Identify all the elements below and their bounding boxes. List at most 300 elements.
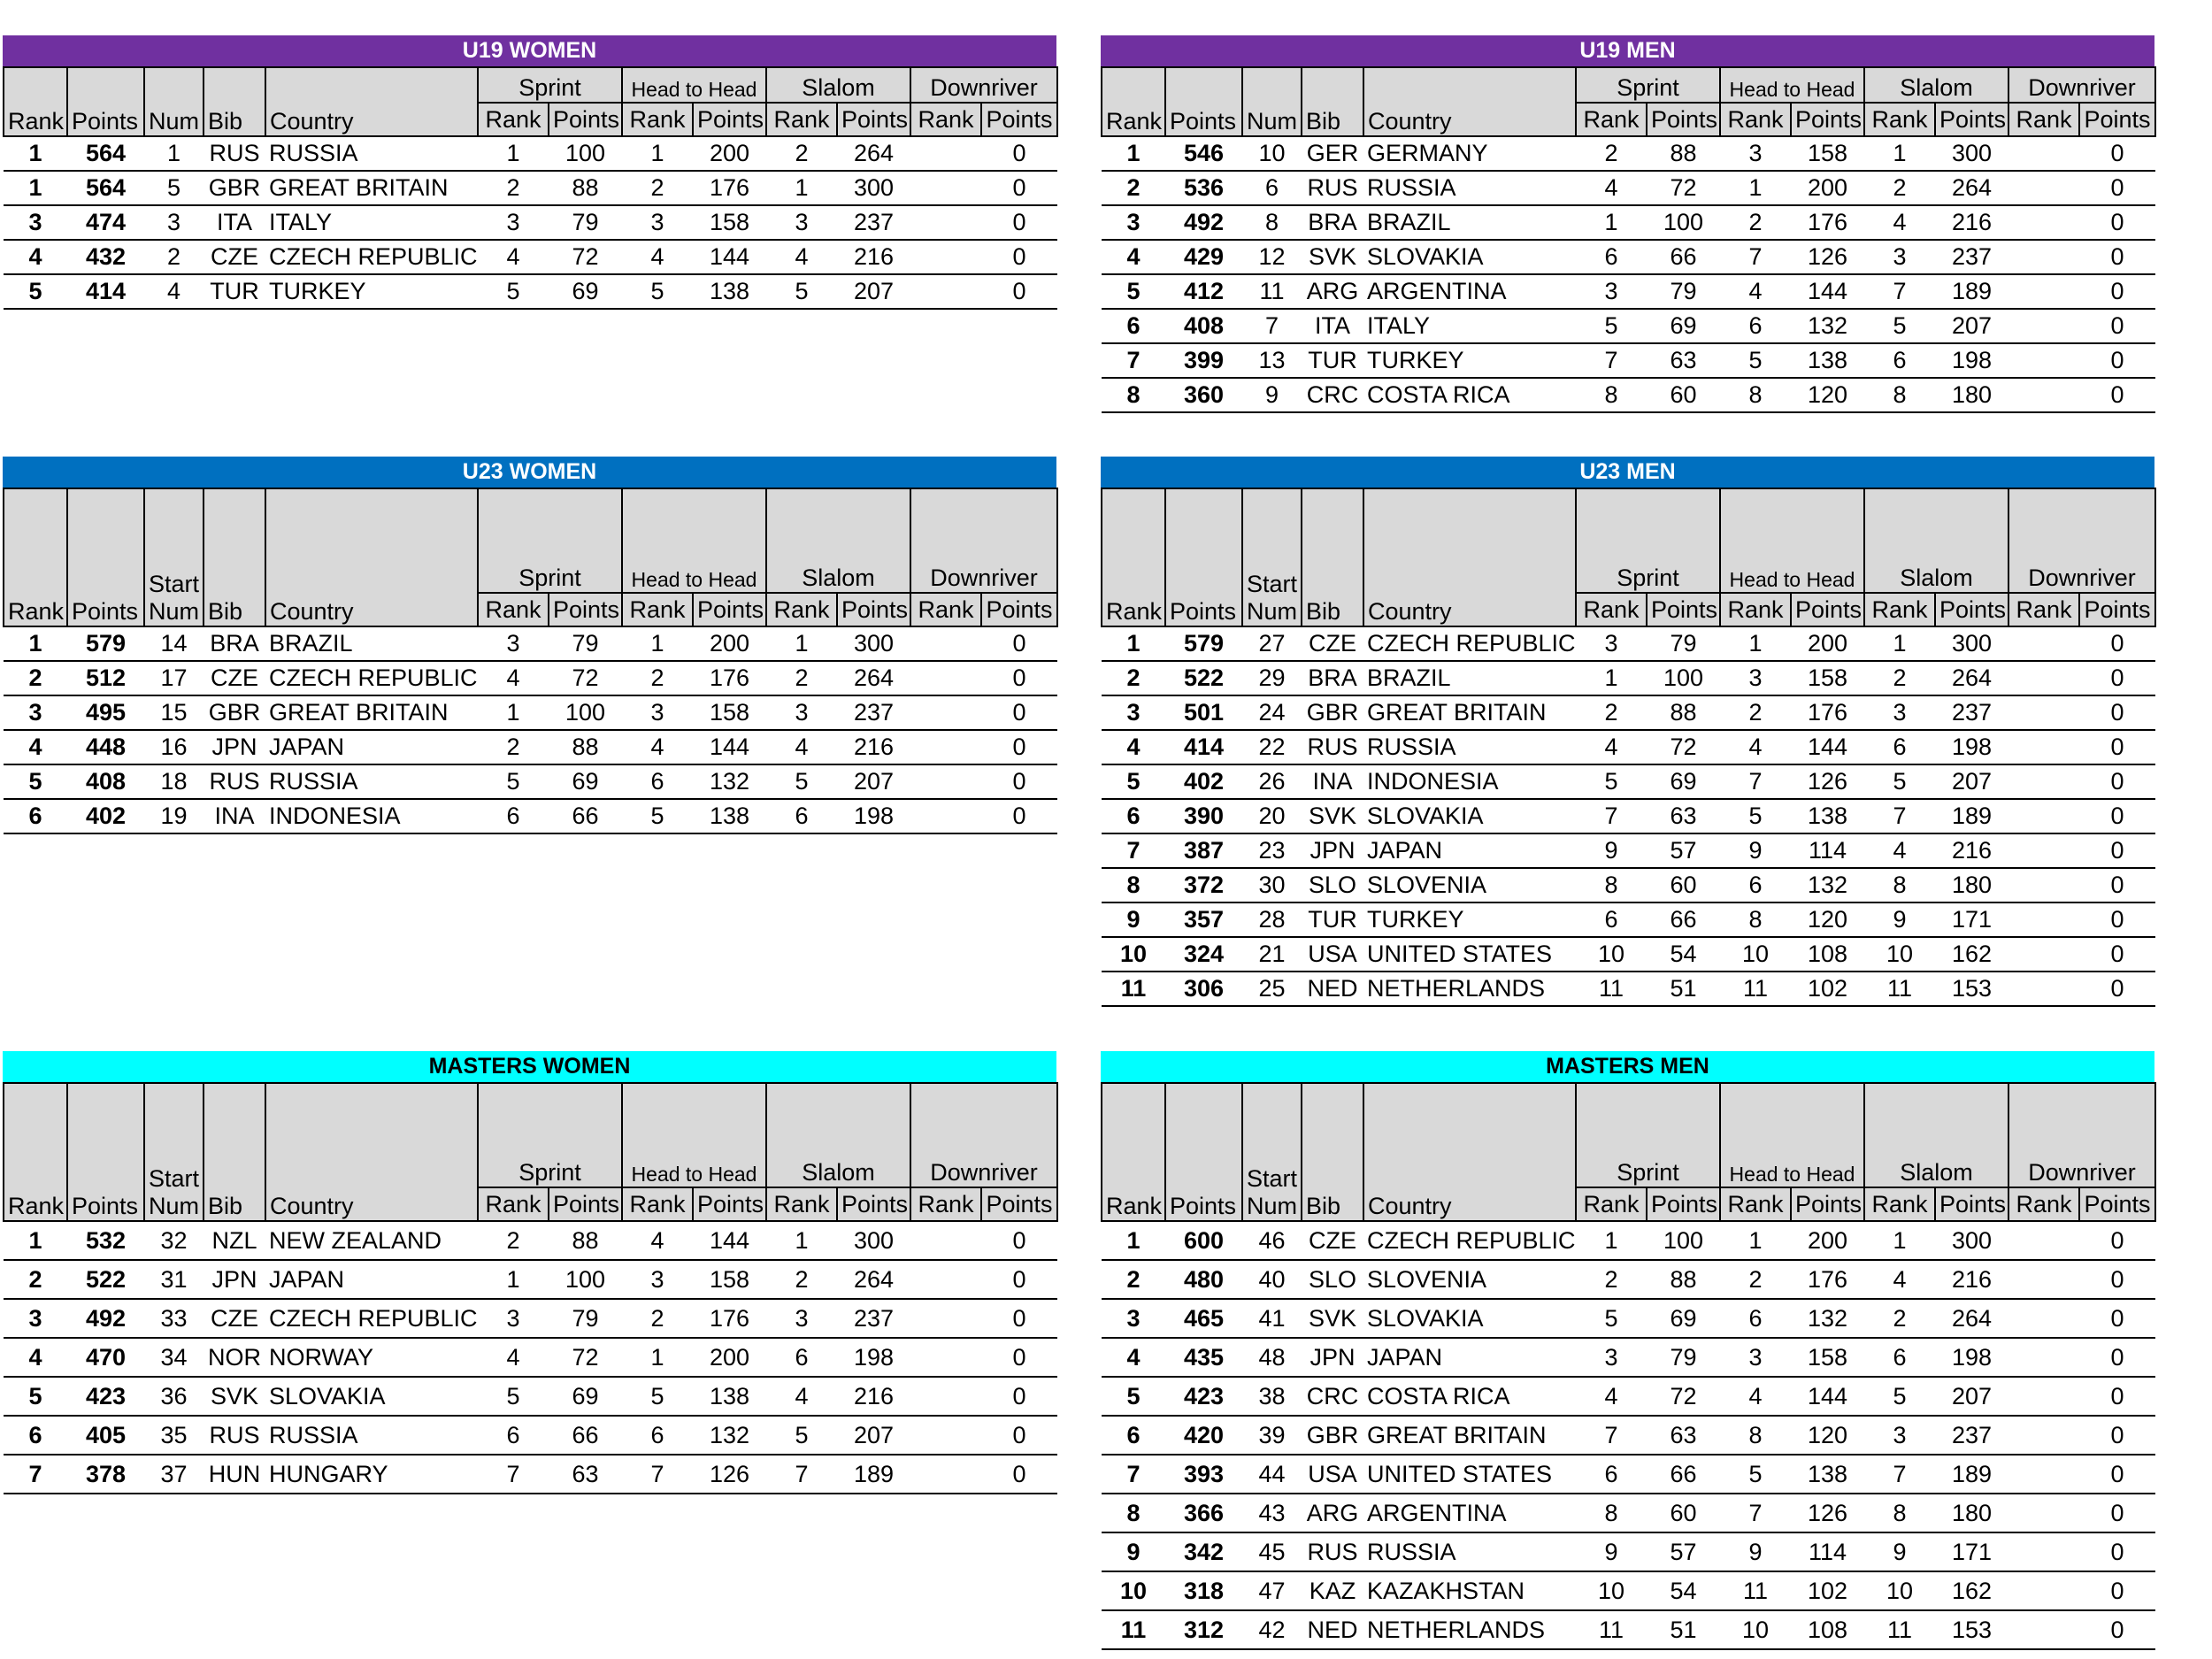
- rank-cell: 1: [4, 136, 67, 171]
- sub-points-header: Points: [2079, 103, 2155, 136]
- country-cell: INDONESIA: [1363, 764, 1576, 799]
- slalom-rank-cell: 4: [1864, 1260, 1935, 1299]
- points-cell: 546: [1165, 136, 1242, 171]
- slalom-rank-cell: 6: [766, 1338, 837, 1377]
- sprint-rank-cell: 9: [1576, 833, 1647, 868]
- table-row: [4, 1260, 1057, 1299]
- num-cell: 28: [1242, 902, 1302, 937]
- slalom-rank-cell: 5: [766, 764, 837, 799]
- slalom-header: Slalom: [766, 488, 910, 593]
- slalom-points-cell: 207: [837, 274, 910, 309]
- rank-cell: 1: [1102, 1221, 1165, 1260]
- table-row: [1102, 1494, 2155, 1532]
- sprint-points-cell: 69: [549, 1377, 622, 1416]
- slalom-points-cell: 300: [1935, 136, 2008, 171]
- downriver-rank-cell: [910, 730, 981, 764]
- sprint-points-cell: 54: [1647, 1571, 1720, 1610]
- downriver-rank-cell: [2008, 1455, 2079, 1494]
- rank-cell: 5: [4, 274, 67, 309]
- table-row: [1102, 937, 2155, 972]
- points-cell: 408: [1165, 309, 1242, 343]
- table-row: [1102, 378, 2155, 412]
- downriver-header: Downriver: [910, 488, 1057, 593]
- downriver-points-cell: 0: [981, 730, 1057, 764]
- hth-points-cell: 138: [1791, 799, 1864, 833]
- rank-cell: 5: [4, 764, 67, 799]
- num-cell: 31: [144, 1260, 204, 1299]
- num-cell: 32: [144, 1221, 204, 1260]
- slalom-points-cell: 189: [1935, 799, 2008, 833]
- downriver-points-cell: 0: [2079, 309, 2155, 343]
- downriver-rank-cell: [2008, 902, 2079, 937]
- hth-points-cell: 132: [1791, 1299, 1864, 1338]
- sprint-rank-cell: 4: [478, 1338, 549, 1377]
- sprint-points-cell: 100: [1647, 1221, 1720, 1260]
- hth-rank-cell: 6: [1720, 868, 1791, 902]
- slalom-header: Slalom: [766, 1083, 910, 1187]
- hth-points-cell: 158: [693, 1260, 766, 1299]
- downriver-points-cell: 0: [981, 764, 1057, 799]
- downriver-rank-cell: [2008, 695, 2079, 730]
- sprint-rank-cell: 1: [478, 1260, 549, 1299]
- hth-rank-cell: 2: [1720, 1260, 1791, 1299]
- downriver-points-cell: 0: [2079, 695, 2155, 730]
- sub-rank-header: Rank: [1576, 1187, 1647, 1221]
- slalom-rank-cell: 2: [1864, 1299, 1935, 1338]
- hth-rank-cell: 7: [622, 1455, 693, 1494]
- sub-points-header: Points: [549, 103, 622, 136]
- num-cell: 19: [144, 799, 204, 833]
- hth-points-cell: 144: [693, 730, 766, 764]
- bib-cell: USA: [1302, 937, 1363, 972]
- sub-rank-header: Rank: [478, 1187, 549, 1221]
- hth-rank-cell: 3: [1720, 136, 1791, 171]
- sprint-rank-cell: 5: [478, 764, 549, 799]
- rank-cell: 1: [1102, 136, 1165, 171]
- sprint-rank-cell: 8: [1576, 1494, 1647, 1532]
- bib-cell: RUS: [1302, 730, 1363, 764]
- bib-cell: GBR: [204, 695, 265, 730]
- points-cell: 564: [67, 171, 144, 205]
- table-row: [1102, 626, 2155, 661]
- sprint-points-cell: 72: [549, 240, 622, 274]
- downriver-points-cell: 0: [2079, 136, 2155, 171]
- rank-cell: 7: [4, 1455, 67, 1494]
- downriver-points-cell: 0: [2079, 868, 2155, 902]
- hth-rank-cell: 10: [1720, 1610, 1791, 1649]
- u19-women-block: [3, 35, 1056, 310]
- sprint-points-cell: 72: [549, 661, 622, 695]
- sprint-points-cell: 69: [1647, 764, 1720, 799]
- sprint-rank-cell: 3: [478, 205, 549, 240]
- hth-points-cell: 144: [693, 1221, 766, 1260]
- country-cell: TURKEY: [265, 274, 478, 309]
- slalom-rank-cell: 5: [766, 1416, 837, 1455]
- slalom-points-cell: 171: [1935, 902, 2008, 937]
- sprint-points-cell: 88: [1647, 1260, 1720, 1299]
- country-cell: UNITED STATES: [1363, 1455, 1576, 1494]
- num-cell: 6: [1242, 171, 1302, 205]
- points-cell: 412: [1165, 274, 1242, 309]
- hth-rank-cell: 6: [1720, 1299, 1791, 1338]
- sprint-rank-cell: 3: [478, 1299, 549, 1338]
- country-cell: ITALY: [265, 205, 478, 240]
- downriver-points-cell: 0: [981, 1260, 1057, 1299]
- points-header: Points: [67, 488, 144, 626]
- table-row: [4, 661, 1057, 695]
- sub-points-header: Points: [693, 103, 766, 136]
- head-to-head-header: Head to Head: [1720, 67, 1864, 103]
- hth-rank-cell: 6: [622, 1416, 693, 1455]
- country-cell: SLOVAKIA: [265, 1377, 478, 1416]
- sub-rank-header: Rank: [766, 593, 837, 626]
- country-header: Country: [1363, 488, 1576, 626]
- table-row: [1102, 136, 2155, 171]
- rank-cell: 3: [4, 205, 67, 240]
- bib-cell: CZE: [204, 661, 265, 695]
- section-title: MASTERS MEN: [1101, 1051, 2154, 1082]
- hth-points-cell: 158: [693, 205, 766, 240]
- hth-points-cell: 120: [1791, 1416, 1864, 1455]
- table-row: [1102, 205, 2155, 240]
- slalom-rank-cell: 3: [766, 695, 837, 730]
- sprint-points-cell: 72: [1647, 730, 1720, 764]
- downriver-rank-cell: [910, 661, 981, 695]
- sprint-points-cell: 72: [1647, 1377, 1720, 1416]
- rank-cell: 2: [4, 1260, 67, 1299]
- slalom-points-cell: 162: [1935, 1571, 2008, 1610]
- downriver-points-cell: 0: [2079, 378, 2155, 412]
- sprint-points-cell: 88: [1647, 695, 1720, 730]
- downriver-points-cell: 0: [2079, 1532, 2155, 1571]
- slalom-points-cell: 207: [837, 1416, 910, 1455]
- sub-points-header: Points: [1647, 1187, 1720, 1221]
- hth-rank-cell: 2: [1720, 205, 1791, 240]
- hth-rank-cell: 2: [622, 661, 693, 695]
- country-header: Country: [1363, 67, 1576, 136]
- sprint-points-cell: 60: [1647, 868, 1720, 902]
- hth-rank-cell: 4: [622, 730, 693, 764]
- sub-points-header: Points: [693, 1187, 766, 1221]
- hth-rank-cell: 5: [1720, 1455, 1791, 1494]
- points-cell: 423: [1165, 1377, 1242, 1416]
- downriver-rank-cell: [2008, 626, 2079, 661]
- slalom-points-cell: 198: [837, 799, 910, 833]
- sub-points-header: Points: [837, 593, 910, 626]
- hth-points-cell: 126: [1791, 1494, 1864, 1532]
- hth-points-cell: 158: [1791, 1338, 1864, 1377]
- points-cell: 435: [1165, 1338, 1242, 1377]
- sprint-points-cell: 63: [1647, 343, 1720, 378]
- downriver-header: Downriver: [910, 67, 1057, 103]
- sub-points-header: Points: [549, 593, 622, 626]
- rank-cell: 10: [1102, 937, 1165, 972]
- slalom-rank-cell: 6: [1864, 343, 1935, 378]
- bib-header: Bib: [1302, 67, 1363, 136]
- country-cell: CZECH REPUBLIC: [265, 240, 478, 274]
- bib-header: Bib: [1302, 1083, 1363, 1221]
- start-label: Start: [1247, 571, 1298, 597]
- slalom-points-cell: 189: [1935, 1455, 2008, 1494]
- table-row: [1102, 833, 2155, 868]
- downriver-rank-cell: [2008, 343, 2079, 378]
- rank-cell: 10: [1102, 1571, 1165, 1610]
- sprint-points-cell: 69: [549, 764, 622, 799]
- sub-rank-header: Rank: [478, 103, 549, 136]
- country-cell: NORWAY: [265, 1338, 478, 1377]
- rank-cell: 2: [1102, 661, 1165, 695]
- head-to-head-header: Head to Head: [622, 67, 766, 103]
- table-row: [1102, 1338, 2155, 1377]
- sprint-rank-cell: 1: [1576, 661, 1647, 695]
- sprint-rank-cell: 5: [1576, 764, 1647, 799]
- country-cell: KAZAKHSTAN: [1363, 1571, 1576, 1610]
- slalom-points-cell: 264: [1935, 661, 2008, 695]
- table-row: [1102, 240, 2155, 274]
- rank-cell: 8: [1102, 378, 1165, 412]
- points-cell: 501: [1165, 695, 1242, 730]
- hth-points-cell: 200: [693, 1338, 766, 1377]
- num-cell: 4: [144, 274, 204, 309]
- table-row: [1102, 799, 2155, 833]
- slalom-points-cell: 216: [1935, 1260, 2008, 1299]
- points-cell: 536: [1165, 171, 1242, 205]
- bib-cell: NED: [1302, 972, 1363, 1006]
- hth-points-cell: 138: [1791, 1455, 1864, 1494]
- bib-cell: KAZ: [1302, 1571, 1363, 1610]
- table-row: [1102, 1610, 2155, 1649]
- hth-points-cell: 120: [1791, 378, 1864, 412]
- hth-points-cell: 144: [1791, 1377, 1864, 1416]
- sub-rank-header: Rank: [1576, 103, 1647, 136]
- num-cell: 41: [1242, 1299, 1302, 1338]
- sub-points-header: Points: [1791, 103, 1864, 136]
- hth-rank-cell: 6: [1720, 309, 1791, 343]
- table-row: [4, 1299, 1057, 1338]
- sprint-rank-cell: 6: [1576, 1455, 1647, 1494]
- num-label: Num: [1247, 1193, 1298, 1219]
- rank-cell: 6: [4, 1416, 67, 1455]
- num-cell: 20: [1242, 799, 1302, 833]
- downriver-points-cell: 0: [2079, 1338, 2155, 1377]
- downriver-points-cell: 0: [981, 240, 1057, 274]
- slalom-points-cell: 153: [1935, 972, 2008, 1006]
- rank-cell: 8: [1102, 1494, 1165, 1532]
- num-cell: 11: [1242, 274, 1302, 309]
- sprint-header: Sprint: [1576, 488, 1720, 593]
- downriver-points-cell: 0: [981, 1299, 1057, 1338]
- hth-points-cell: 114: [1791, 833, 1864, 868]
- sprint-points-cell: 51: [1647, 1610, 1720, 1649]
- sprint-rank-cell: 2: [1576, 1260, 1647, 1299]
- country-cell: JAPAN: [265, 730, 478, 764]
- downriver-rank-cell: [2008, 136, 2079, 171]
- downriver-rank-cell: [2008, 661, 2079, 695]
- bib-cell: JPN: [1302, 833, 1363, 868]
- sprint-points-cell: 88: [1647, 136, 1720, 171]
- hth-rank-cell: 1: [622, 626, 693, 661]
- hth-rank-cell: 2: [622, 1299, 693, 1338]
- rank-cell: 4: [4, 730, 67, 764]
- hth-rank-cell: 5: [1720, 343, 1791, 378]
- sprint-rank-cell: 1: [1576, 205, 1647, 240]
- section-title: U23 WOMEN: [3, 457, 1056, 488]
- rank-cell: 5: [1102, 1377, 1165, 1416]
- num-cell: 12: [1242, 240, 1302, 274]
- bib-cell: JPN: [204, 730, 265, 764]
- slalom-points-cell: 264: [837, 136, 910, 171]
- slalom-rank-cell: 8: [1864, 868, 1935, 902]
- table-row: [1102, 902, 2155, 937]
- bib-header: Bib: [204, 488, 265, 626]
- downriver-points-cell: 0: [2079, 1416, 2155, 1455]
- num-cell: 37: [144, 1455, 204, 1494]
- table-row: [1102, 1377, 2155, 1416]
- slalom-points-cell: 216: [837, 240, 910, 274]
- sub-points-header: Points: [1791, 1187, 1864, 1221]
- sprint-rank-cell: 2: [478, 730, 549, 764]
- points-cell: 378: [67, 1455, 144, 1494]
- points-cell: 512: [67, 661, 144, 695]
- sprint-rank-cell: 7: [478, 1455, 549, 1494]
- points-cell: 492: [67, 1299, 144, 1338]
- downriver-points-cell: 0: [981, 1338, 1057, 1377]
- hth-rank-cell: 4: [1720, 1377, 1791, 1416]
- downriver-rank-cell: [910, 626, 981, 661]
- bib-header: Bib: [204, 67, 265, 136]
- rank-cell: 1: [4, 171, 67, 205]
- country-cell: BRAZIL: [1363, 205, 1576, 240]
- hth-points-cell: 200: [1791, 1221, 1864, 1260]
- country-cell: CZECH REPUBLIC: [265, 661, 478, 695]
- rank-cell: 5: [1102, 764, 1165, 799]
- rank-cell: 3: [1102, 1299, 1165, 1338]
- hth-rank-cell: 11: [1720, 972, 1791, 1006]
- slalom-points-cell: 216: [837, 730, 910, 764]
- slalom-points-cell: 300: [837, 1221, 910, 1260]
- num-cell: 5: [144, 171, 204, 205]
- downriver-rank-cell: [2008, 868, 2079, 902]
- rank-cell: 7: [1102, 343, 1165, 378]
- results-table: [3, 1082, 1058, 1494]
- table-row: [4, 799, 1057, 833]
- sub-rank-header: Rank: [766, 1187, 837, 1221]
- sprint-points-cell: 88: [549, 730, 622, 764]
- slalom-points-cell: 180: [1935, 1494, 2008, 1532]
- hth-points-cell: 144: [1791, 730, 1864, 764]
- table-row: [4, 205, 1057, 240]
- downriver-points-cell: 0: [981, 799, 1057, 833]
- sprint-points-cell: 66: [1647, 902, 1720, 937]
- rank-cell: 5: [1102, 274, 1165, 309]
- points-cell: 405: [67, 1416, 144, 1455]
- sprint-header: Sprint: [1576, 67, 1720, 103]
- bib-cell: SVK: [1302, 799, 1363, 833]
- downriver-rank-cell: [2008, 274, 2079, 309]
- hth-rank-cell: 4: [622, 1221, 693, 1260]
- country-cell: JAPAN: [1363, 1338, 1576, 1377]
- num-cell: 17: [144, 661, 204, 695]
- bib-cell: CRC: [1302, 1377, 1363, 1416]
- points-cell: 465: [1165, 1299, 1242, 1338]
- sprint-points-cell: 57: [1647, 1532, 1720, 1571]
- num-cell: 30: [1242, 868, 1302, 902]
- slalom-rank-cell: 2: [766, 1260, 837, 1299]
- sprint-header: Sprint: [478, 488, 622, 593]
- sprint-points-cell: 100: [549, 1260, 622, 1299]
- hth-points-cell: 144: [693, 240, 766, 274]
- hth-rank-cell: 1: [1720, 1221, 1791, 1260]
- hth-points-cell: 102: [1791, 1571, 1864, 1610]
- hth-points-cell: 158: [693, 695, 766, 730]
- results-table: [3, 66, 1058, 310]
- hth-rank-cell: 1: [1720, 171, 1791, 205]
- num-cell: 10: [1242, 136, 1302, 171]
- sprint-rank-cell: 6: [1576, 902, 1647, 937]
- points-cell: 387: [1165, 833, 1242, 868]
- sprint-rank-cell: 10: [1576, 937, 1647, 972]
- downriver-points-cell: 0: [981, 274, 1057, 309]
- num-cell: 38: [1242, 1377, 1302, 1416]
- hth-points-cell: 108: [1791, 1610, 1864, 1649]
- downriver-points-cell: 0: [981, 1221, 1057, 1260]
- sprint-rank-cell: 9: [1576, 1532, 1647, 1571]
- sprint-points-cell: 69: [1647, 1299, 1720, 1338]
- hth-points-cell: 144: [1791, 274, 1864, 309]
- bib-cell: SVK: [1302, 1299, 1363, 1338]
- downriver-points-cell: 0: [2079, 1571, 2155, 1610]
- downriver-rank-cell: [2008, 309, 2079, 343]
- country-cell: BRAZIL: [265, 626, 478, 661]
- rank-cell: 6: [1102, 799, 1165, 833]
- num-header: Num: [144, 67, 204, 136]
- country-cell: CZECH REPUBLIC: [1363, 626, 1576, 661]
- sprint-points-cell: 57: [1647, 833, 1720, 868]
- start-num-header: [1242, 488, 1302, 626]
- hth-points-cell: 108: [1791, 937, 1864, 972]
- sprint-rank-cell: 2: [1576, 695, 1647, 730]
- sprint-points-cell: 72: [1647, 171, 1720, 205]
- rank-cell: 11: [1102, 972, 1165, 1006]
- masters-men-block: [1101, 1051, 2154, 1650]
- masters-women-block: [3, 1051, 1056, 1494]
- downriver-points-cell: 0: [981, 1416, 1057, 1455]
- num-cell: 7: [1242, 309, 1302, 343]
- downriver-rank-cell: [2008, 972, 2079, 1006]
- slalom-rank-cell: 10: [1864, 1571, 1935, 1610]
- downriver-points-cell: 0: [2079, 661, 2155, 695]
- sprint-points-cell: 63: [549, 1455, 622, 1494]
- sub-rank-header: Rank: [622, 1187, 693, 1221]
- points-cell: 306: [1165, 972, 1242, 1006]
- bib-cell: GBR: [204, 171, 265, 205]
- num-cell: 35: [144, 1416, 204, 1455]
- downriver-rank-cell: [910, 1377, 981, 1416]
- slalom-rank-cell: 9: [1864, 1532, 1935, 1571]
- points-cell: 600: [1165, 1221, 1242, 1260]
- country-cell: ARGENTINA: [1363, 274, 1576, 309]
- sprint-points-cell: 100: [549, 695, 622, 730]
- hth-rank-cell: 11: [1720, 1571, 1791, 1610]
- downriver-points-cell: 0: [2079, 730, 2155, 764]
- points-cell: 522: [67, 1260, 144, 1299]
- points-header: Points: [67, 67, 144, 136]
- rank-header: Rank: [4, 67, 67, 136]
- sprint-header: Sprint: [478, 1083, 622, 1187]
- num-cell: 40: [1242, 1260, 1302, 1299]
- downriver-rank-cell: [2008, 799, 2079, 833]
- sprint-rank-cell: 6: [478, 799, 549, 833]
